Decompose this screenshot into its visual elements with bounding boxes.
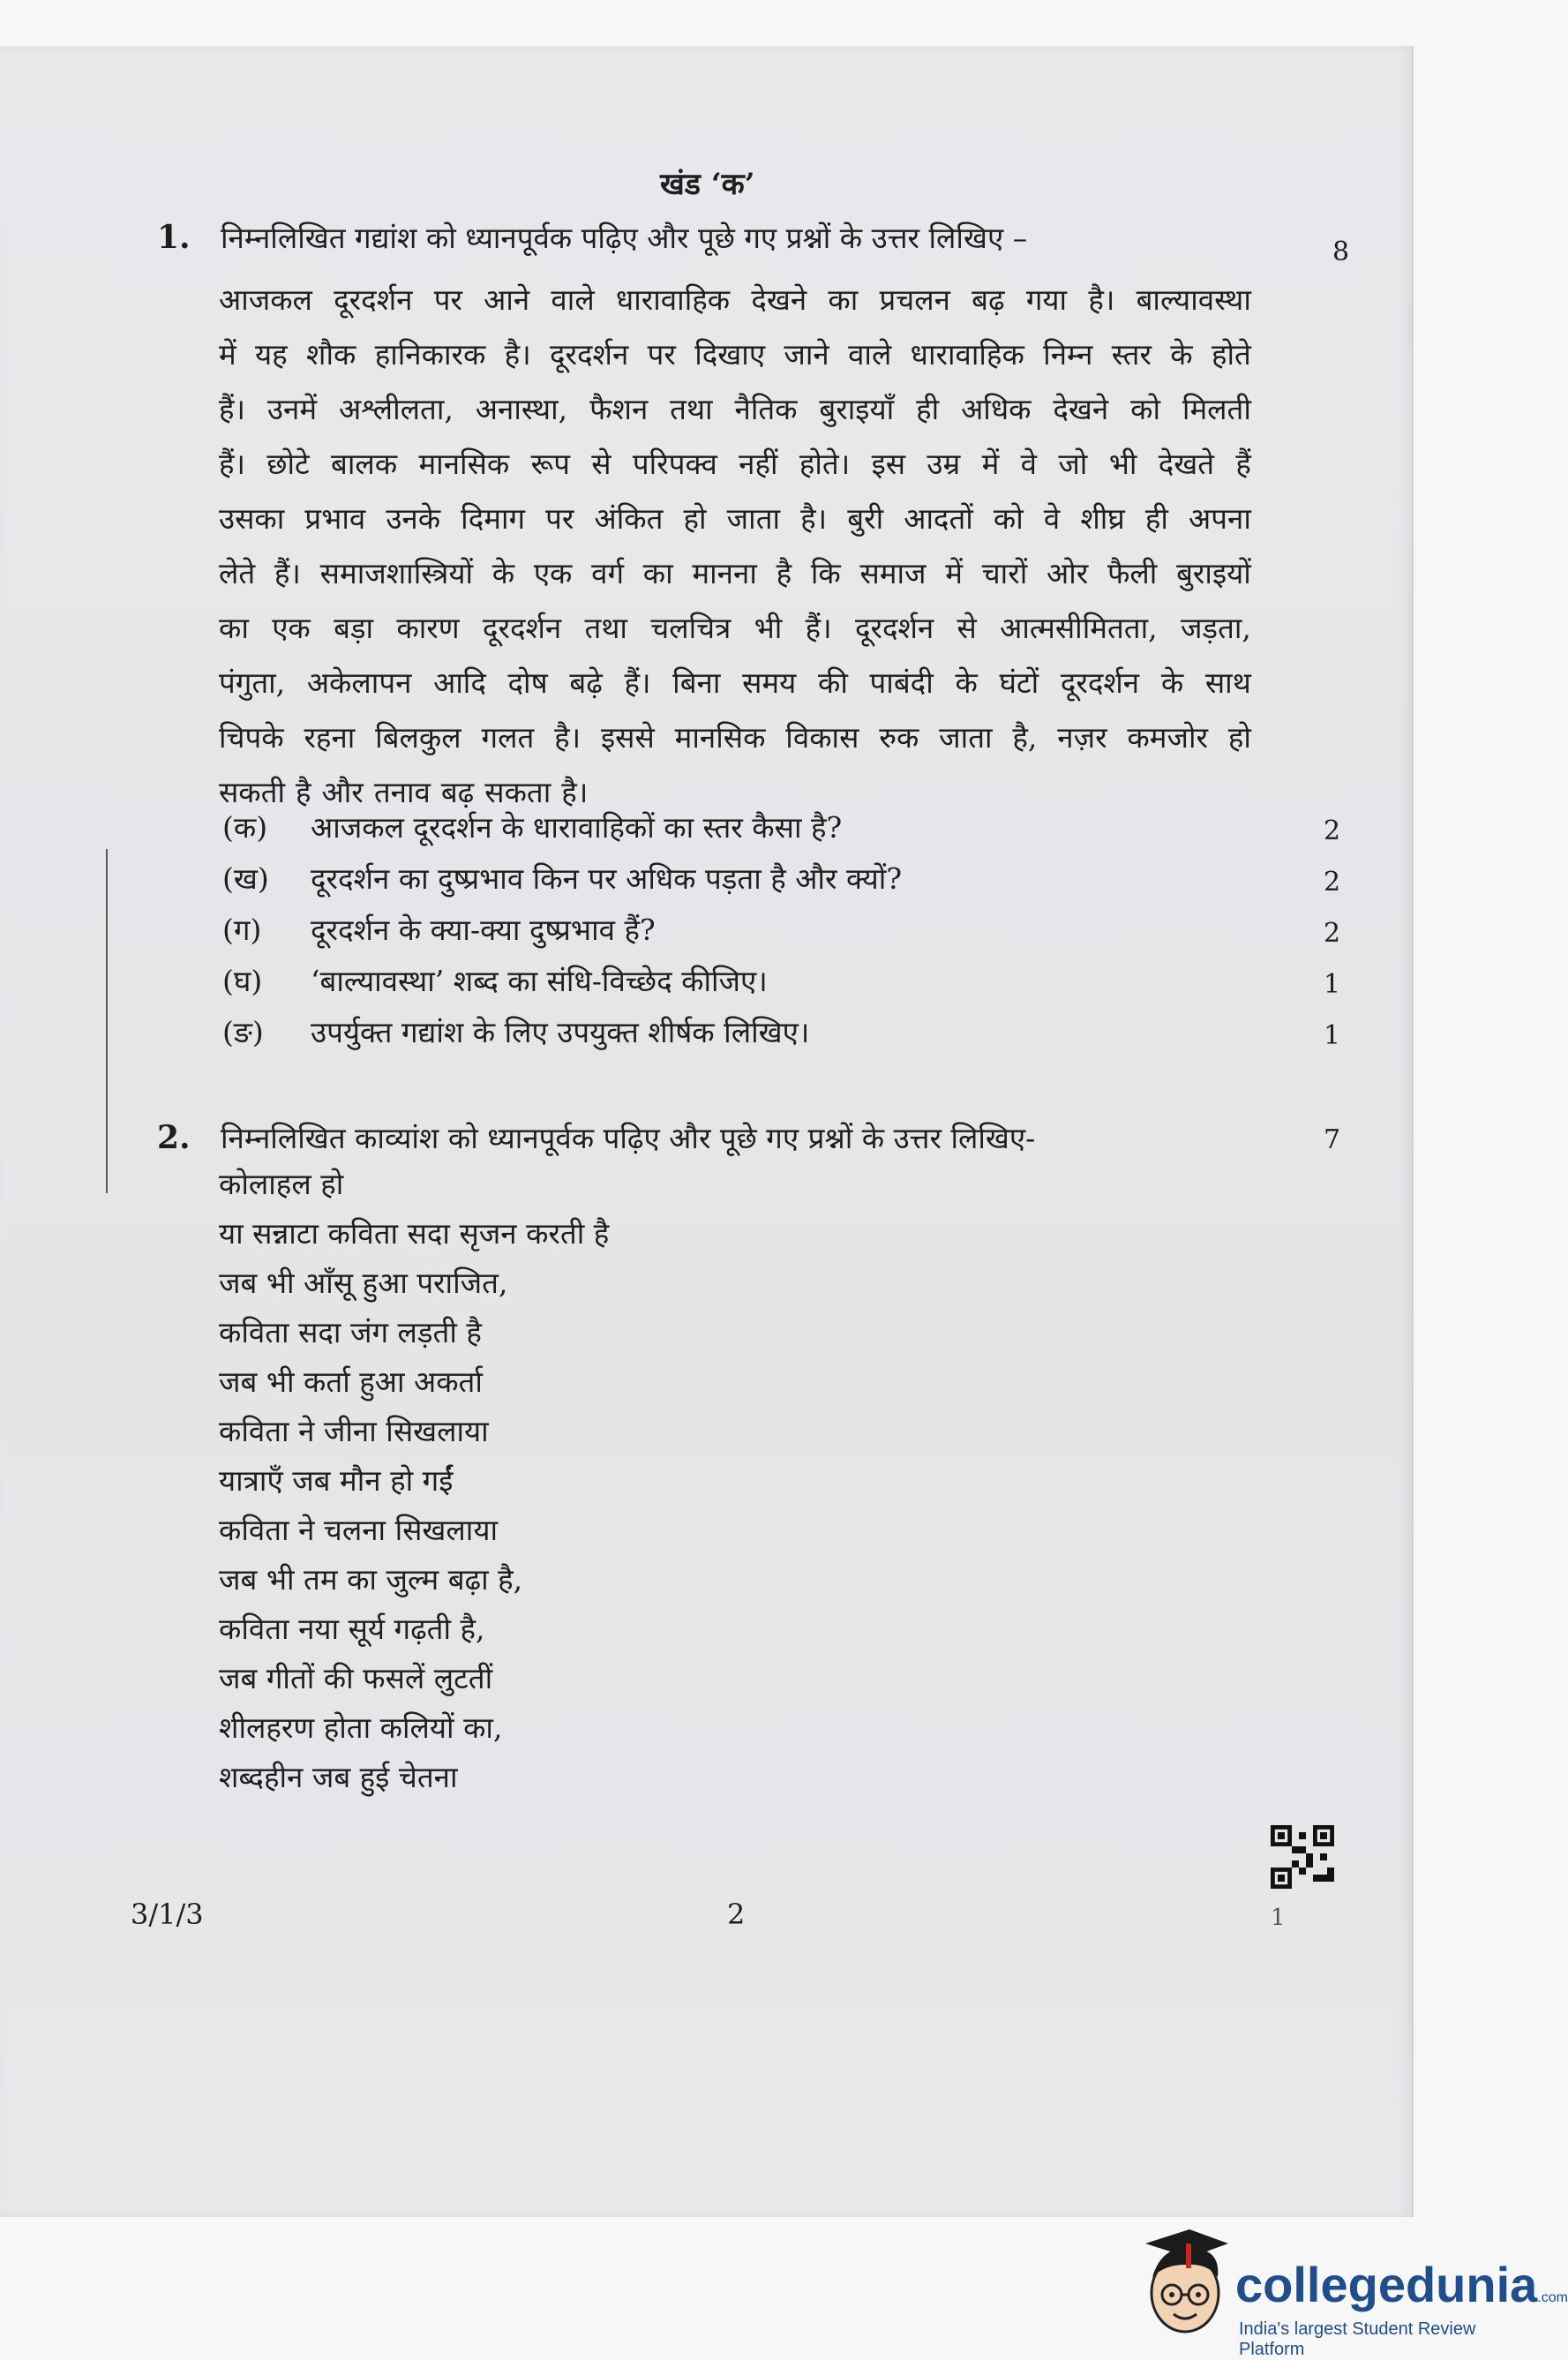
subquestion-label: (ङ) bbox=[222, 1015, 264, 1049]
passage-line: उसका प्रभाव उनके दिमाग पर अंकित हो जाता है। बुरी आदतों को वे शीघ्र ही अपना bbox=[219, 501, 1251, 536]
brand-suffix: .com bbox=[1537, 2290, 1568, 2305]
section-heading: खंड ‘क’ bbox=[660, 167, 755, 202]
subquestion-row bbox=[222, 1011, 809, 1051]
subquestion-label: (क) bbox=[222, 810, 268, 845]
poem-line: कविता ने जीना सिखलाया bbox=[219, 1414, 489, 1448]
subquestion-marks: 2 bbox=[1324, 867, 1341, 898]
subquestion-text: दूरदर्शन का दुष्प्रभाव किन पर अधिक पड़ता है और क्यों? bbox=[311, 861, 903, 896]
passage-line: हैं। छोटे बालक मानसिक रूप से परिपक्व नहीं होते। इस उम्र में वे जो भी देखते हैं bbox=[219, 447, 1251, 481]
page-number: 2 bbox=[727, 1898, 746, 1931]
subquestion-marks: 1 bbox=[1324, 969, 1341, 1000]
question-1-number: 1. bbox=[157, 219, 191, 256]
subquestion-row bbox=[222, 858, 902, 898]
subquestion-text: आजकल दूरदर्शन के धारावाहिकों का स्तर कैसा है? bbox=[311, 810, 843, 845]
subquestion-marks: 2 bbox=[1324, 918, 1341, 949]
question-1-marks: 8 bbox=[1332, 237, 1350, 267]
question-2-number: 2. bbox=[157, 1119, 191, 1156]
subquestion-marks: 2 bbox=[1324, 815, 1341, 846]
paper-code: 3/1/3 bbox=[131, 1898, 204, 1931]
passage-line: पंगुता, अकेलापन आदि दोष बढ़े हैं। बिना समय की पाबंदी के घंटों दूरदर्शन के साथ bbox=[219, 665, 1251, 700]
passage-line: हैं। उनमें अश्लीलता, अनास्था, फैशन तथा नैतिक बुराइयाँ ही अधिक देखने को मिलती bbox=[219, 392, 1251, 426]
passage-line: सकती है और तनाव बढ़ सकता है। bbox=[219, 775, 589, 809]
subquestion-text: ‘बाल्यावस्था’ शब्द का संधि-विच्छेद कीजिए। bbox=[311, 964, 768, 998]
subquestion-text: दूरदर्शन के क्या-क्या दुष्प्रभाव हैं? bbox=[311, 913, 656, 947]
passage-line: में यह शौक हानिकारक है। दूरदर्शन पर दिखाए जाने वाले धारावाहिक निम्न स्तर के होते bbox=[219, 337, 1251, 372]
poem-line: जब भी तम का जुल्म बढ़ा है, bbox=[219, 1562, 523, 1597]
passage-line: लेते हैं। समाजशास्त्रियों के एक वर्ग का मानना है कि समाज में चारों ओर फैली बुराइयों bbox=[219, 556, 1251, 590]
question-2-marks: 7 bbox=[1324, 1124, 1341, 1155]
question-1-passage bbox=[219, 274, 1251, 821]
corner-mark: 1 bbox=[1271, 1905, 1286, 1931]
qr-code-icon bbox=[1271, 1825, 1334, 1889]
poem-line: यात्राएँ जब मौन हो गईं bbox=[219, 1463, 454, 1498]
student-mascot-icon bbox=[1137, 2224, 1234, 2348]
poem-line: कविता नया सूर्य गढ़ती है, bbox=[219, 1612, 485, 1646]
brand-tagline: India's largest Student Review Platform bbox=[1239, 2319, 1476, 2359]
subquestion-label: (घ) bbox=[222, 964, 263, 998]
subquestion-row bbox=[222, 960, 768, 1000]
passage-line: चिपके रहना बिलकुल गलत है। इससे मानसिक विकास रुक जाता है, नज़र कमजोर हो bbox=[219, 720, 1251, 755]
passage-line: का एक बड़ा कारण दूरदर्शन तथा चलचित्र भी हैं। दूरदर्शन से आत्मसीमितता, जड़ता, bbox=[219, 611, 1251, 645]
poem-line: कोलाहल हो bbox=[219, 1167, 344, 1201]
poem-line: कविता ने चलना सिखलाया bbox=[219, 1513, 499, 1547]
collegedunia-watermark bbox=[1137, 2224, 1568, 2359]
poem-line: शब्दहीन जब हुई चेतना bbox=[219, 1760, 458, 1794]
poem-line: जब भी आँसू हुआ पराजित, bbox=[219, 1266, 508, 1300]
subquestion-label: (ख) bbox=[222, 861, 269, 896]
subquestion-row bbox=[222, 909, 656, 949]
subquestion-label: (ग) bbox=[222, 913, 262, 947]
question-2-poem bbox=[219, 1163, 609, 1806]
poem-line: या सन्नाटा कविता सदा सृजन करती है bbox=[219, 1216, 610, 1251]
poem-line: कविता सदा जंग लड़ती है bbox=[219, 1315, 482, 1349]
margin-line bbox=[106, 849, 108, 1193]
question-2-instruction: निम्नलिखित काव्यांश को ध्यानपूर्वक पढ़िए और पूछे गए प्रश्नों के उत्तर लिखिए- bbox=[221, 1121, 1036, 1155]
subquestion-marks: 1 bbox=[1324, 1020, 1341, 1051]
question-1-instruction: निम्नलिखित गद्यांश को ध्यानपूर्वक पढ़िए और पूछे गए प्रश्नों के उत्तर लिखिए – bbox=[221, 221, 1028, 255]
subquestion-row bbox=[222, 807, 842, 846]
poem-line: शीलहरण होता कलियों का, bbox=[219, 1710, 503, 1745]
poem-line: जब भी कर्ता हुआ अकर्ता bbox=[219, 1364, 483, 1399]
passage-line: आजकल दूरदर्शन पर आने वाले धारावाहिक देखने का प्रचलन बढ़ गया है। बाल्यावस्था bbox=[219, 282, 1251, 317]
poem-line: जब गीतों की फसलें लुटतीं bbox=[219, 1661, 493, 1695]
subquestion-text: उपर्युक्त गद्यांश के लिए उपयुक्त शीर्षक लिखिए। bbox=[311, 1015, 810, 1049]
brand-name: collegedunia bbox=[1235, 2257, 1538, 2312]
